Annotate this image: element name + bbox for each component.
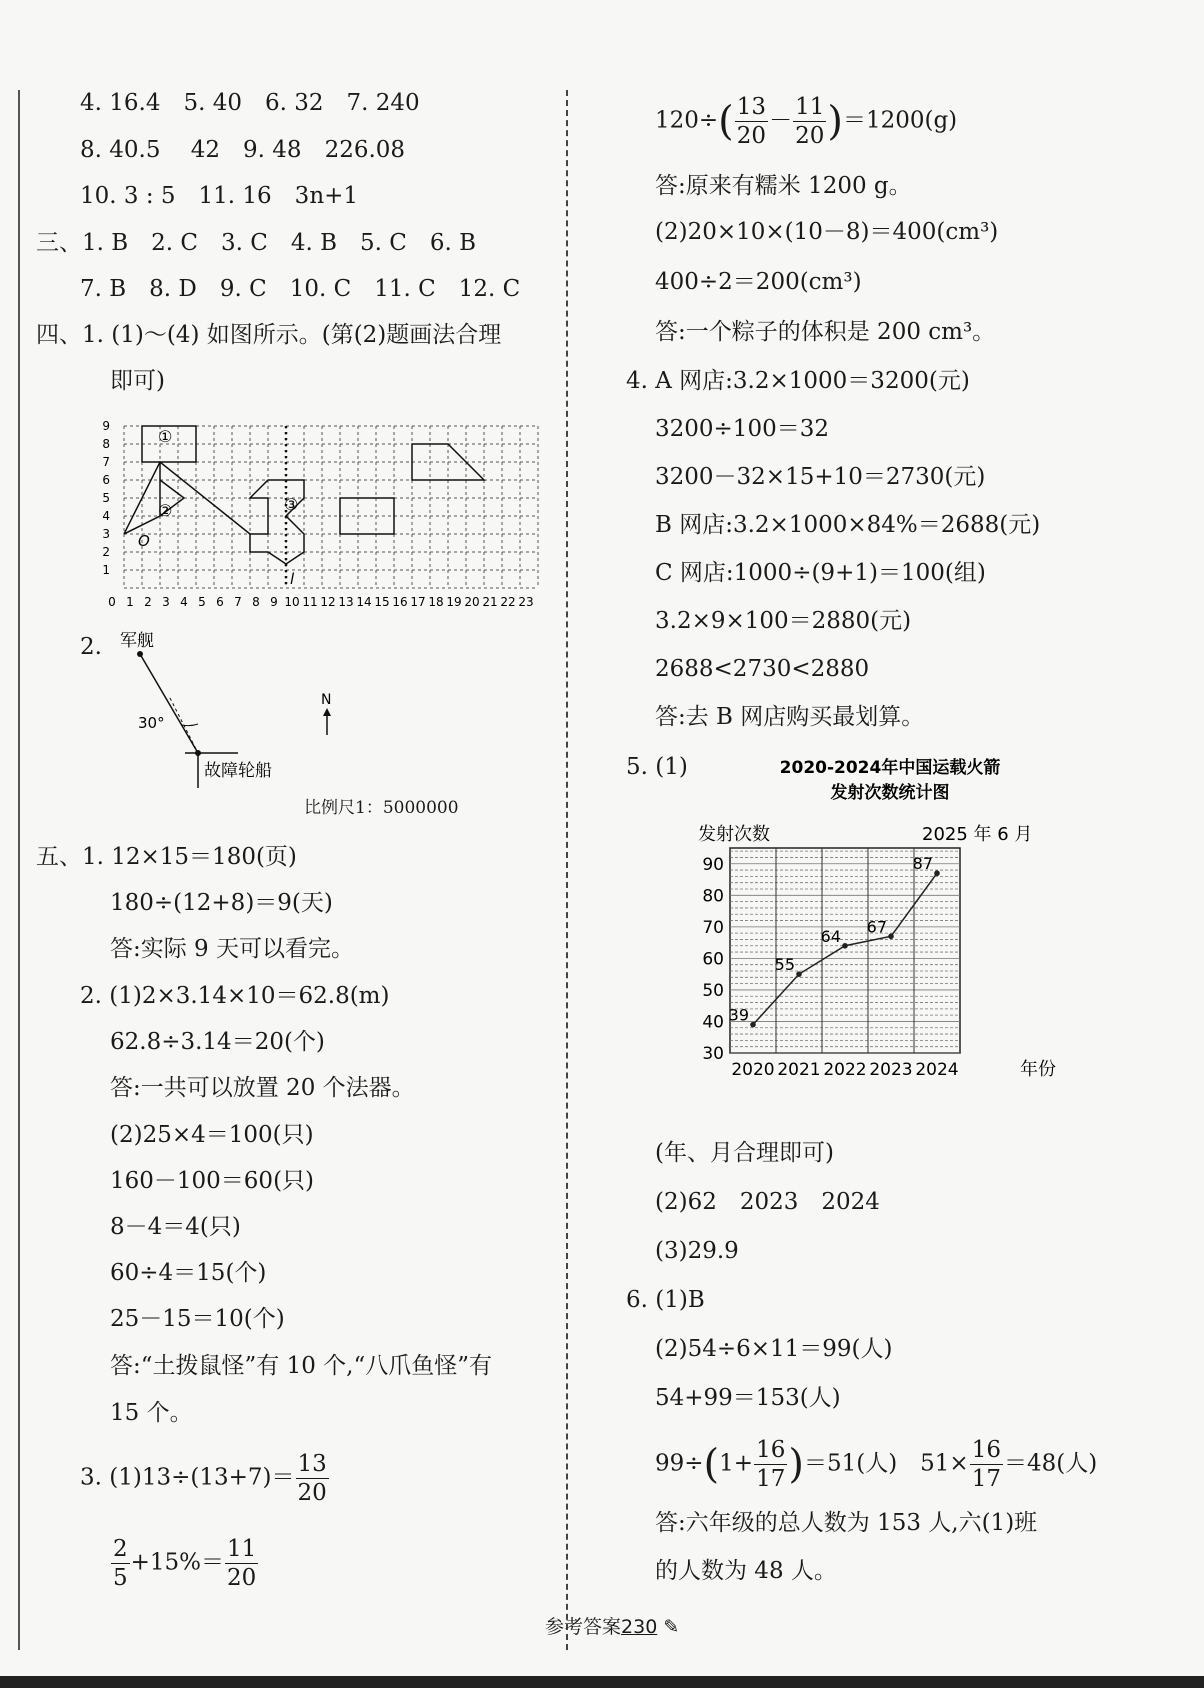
svg-text:3: 3 [102, 527, 110, 541]
svg-text:7: 7 [102, 455, 110, 469]
svg-text:9: 9 [102, 419, 110, 433]
svg-text:9: 9 [270, 595, 278, 609]
answer-line: 3200－32×15+10＝2730(元) [655, 464, 986, 490]
answer-line: 54+99＝153(人) [655, 1385, 841, 1411]
circle-two-label: ② [158, 501, 173, 520]
answer-line: 160－100＝60(只) [110, 1168, 315, 1194]
y-tick-label: 50 [702, 980, 724, 1001]
svg-text:15: 15 [374, 595, 390, 609]
answer-line: (2)54÷6×11＝99(人) [655, 1336, 893, 1362]
svg-text:13: 13 [338, 595, 354, 609]
svg-text:5: 5 [102, 491, 110, 505]
line-chart [690, 748, 1090, 1098]
chart-subtitle: 发射次数统计图 [830, 783, 950, 803]
data-label: 55 [774, 955, 795, 975]
answer-line: (2)62 2023 2024 [655, 1189, 880, 1215]
circle-three-label: ③ [284, 495, 299, 514]
scale-label: 比例尺1：5000000 [304, 798, 459, 818]
fraction-line: $\frac{2}{5}$ +15%＝ $\frac{11}{20}$ [113, 1536, 257, 1592]
fraction-line: 99÷(1+ $\frac{16}{17}$ )＝51(人) 51× $\frac{16}{17}$ ＝48(人) [655, 1437, 1098, 1493]
data-point [796, 971, 802, 977]
answer-line: (2)20×10×(10－8)＝400(cm³) [655, 219, 999, 245]
answer-line: 8. 40.5 42 9. 48 226.08 [80, 137, 406, 163]
svg-text:6: 6 [216, 595, 224, 609]
svg-text:10: 10 [284, 595, 300, 609]
data-point [750, 1022, 756, 1028]
answer-line: 的人数为 48 人。 [655, 1558, 837, 1584]
section-three-line: 三、1. B 2. C 3. C 4. B 5. C 6. B [36, 230, 477, 256]
answer-line: (3)29.9 [655, 1238, 739, 1264]
svg-text:5: 5 [198, 595, 206, 609]
answer-line: 2. (1)2×3.14×10＝62.8(m) [80, 983, 390, 1009]
data-point [842, 943, 848, 949]
answer-line: 400÷2＝200(cm³) [655, 269, 862, 295]
left-margin-rule [18, 90, 20, 1650]
svg-text:22: 22 [500, 595, 516, 609]
answer-line: 3200÷100＝32 [655, 416, 829, 442]
y-tick-label: 80 [702, 886, 724, 907]
svg-text:8: 8 [102, 437, 110, 451]
pencil-icon: ✎ [663, 1616, 680, 1638]
svg-text:4: 4 [102, 509, 110, 523]
data-label: 87 [912, 854, 933, 874]
svg-text:0: 0 [108, 595, 116, 609]
broken-boat-label: 故障轮船 [204, 761, 272, 781]
svg-text:18: 18 [428, 595, 444, 609]
answer-line: 3.2×9×100＝2880(元) [655, 608, 912, 634]
question-number: 2. [80, 634, 102, 660]
answer-line: C 网店:1000÷(9+1)＝100(组) [655, 560, 986, 586]
footer-label: 参考答案 [545, 1616, 622, 1638]
y-tick-label: 60 [702, 949, 724, 970]
answer-line: 8－4＝4(只) [110, 1214, 241, 1240]
answer-line: 答:“土拨鼠怪”有 10 个,“八爪鱼怪”有 [110, 1353, 492, 1379]
bearing-diagram [110, 628, 490, 818]
page-footer [545, 1612, 679, 1639]
section-five-line: 五、1. 12×15＝180(页) [36, 844, 297, 870]
x-tick-label: 2021 [777, 1060, 821, 1080]
answer-line: B 网店:3.2×1000×84%＝2688(元) [655, 512, 1041, 538]
svg-text:23: 23 [518, 595, 534, 609]
data-label: 64 [820, 926, 841, 946]
coordinate-grid-figure [100, 418, 560, 618]
fraction: $\frac{13}{20}$ [736, 94, 767, 150]
answer-line: 7. B 8. D 9. C 10. C 11. C 12. C [80, 276, 521, 302]
x-tick-label: 2023 [869, 1060, 913, 1080]
question-four-line: 4. A 网店:3.2×1000＝3200(元) [626, 368, 970, 394]
plot-frame [730, 848, 960, 1053]
answer-line: 答:原来有糯米 1200 g。 [655, 173, 912, 199]
bottom-edge-bar [0, 1676, 1204, 1688]
fraction: $\frac{16}{17}$ [756, 1437, 786, 1493]
y-tick-label: 90 [702, 854, 724, 875]
answer-line: 答:一共可以放置 20 个法器。 [110, 1075, 415, 1101]
column-divider [566, 90, 568, 1650]
x-tick-label: 2024 [915, 1060, 959, 1080]
fraction-line: 3. (1)13÷(13+7)＝ $\frac{13}{20}$ [80, 1451, 327, 1507]
data-label: 67 [866, 917, 887, 937]
answer-line: 4. 16.4 5. 40 6. 32 7. 240 [80, 90, 420, 116]
y-tick-label: 70 [702, 917, 724, 938]
north-label: N [321, 692, 332, 708]
answer-line: 60÷4＝15(个) [110, 1260, 267, 1286]
svg-text:3: 3 [162, 595, 170, 609]
answer-line: 答:去 B 网店购买最划算。 [655, 704, 925, 730]
answer-line: 答:六年级的总人数为 153 人,六(1)班 [655, 1510, 1038, 1536]
fraction: $\frac{16}{17}$ [971, 1437, 1001, 1493]
section-four-line: 四、1. (1)～(4) 如图所示。(第(2)题画法合理 [36, 322, 502, 348]
origin-label: O [138, 532, 150, 550]
warship-label: 军舰 [120, 631, 154, 651]
answer-line: 25－15＝10(个) [110, 1306, 285, 1332]
data-point [888, 934, 894, 940]
data-label: 39 [728, 1005, 749, 1025]
svg-text:21: 21 [482, 595, 498, 609]
svg-text:1: 1 [126, 595, 134, 609]
chart-title: 2020-2024年中国运载火箭 [779, 758, 1001, 778]
axis-l-label: l [290, 570, 295, 588]
x-axis-label: 年份 [1020, 1059, 1056, 1080]
answer-line: 2688<2730<2880 [655, 656, 870, 682]
chart-date: 2025 年 6 月 [922, 824, 1033, 845]
fraction: $\frac{11}{20}$ [227, 1536, 257, 1592]
fraction: $\frac{13}{20}$ [297, 1451, 327, 1507]
answer-line: 10. 3 : 5 11. 16 3n+1 [80, 183, 359, 209]
y-tick-label: 40 [702, 1012, 724, 1033]
svg-text:2: 2 [102, 545, 110, 559]
svg-text:20: 20 [464, 595, 480, 609]
svg-text:17: 17 [410, 595, 426, 609]
svg-text:2: 2 [144, 595, 152, 609]
svg-text:14: 14 [356, 595, 372, 609]
answer-line: (2)25×4＝100(只) [110, 1122, 314, 1148]
answer-line: 答:实际 9 天可以看完。 [110, 936, 355, 962]
svg-text:6: 6 [102, 473, 110, 487]
answer-line: (年、月合理即可) [655, 1140, 834, 1166]
angle-label: 30° [138, 714, 165, 732]
svg-text:8: 8 [252, 595, 260, 609]
svg-text:16: 16 [392, 595, 408, 609]
fraction: $\frac{11}{20}$ [795, 94, 825, 150]
x-tick-label: 2022 [823, 1060, 867, 1080]
question-six-line: 6. (1)B [626, 1287, 705, 1313]
answer-line: 答:一个粽子的体积是 200 cm³。 [655, 319, 996, 345]
svg-text:19: 19 [446, 595, 462, 609]
fraction-line: 120÷( $\frac{13}{20}$ － $\frac{11}{20}$ )＝1200(g) [655, 94, 958, 150]
answer-line: 即可) [110, 368, 165, 394]
data-point [934, 870, 940, 876]
circle-one-label: ① [158, 427, 173, 446]
svg-text:7: 7 [234, 595, 242, 609]
answer-line: 15 个。 [110, 1400, 193, 1426]
svg-text:4: 4 [180, 595, 188, 609]
svg-text:1: 1 [102, 563, 110, 577]
svg-text:12: 12 [320, 595, 336, 609]
series-line [753, 873, 937, 1024]
y-axis-label: 发射次数 [698, 824, 770, 845]
question-five-line: 5. (1) [626, 754, 688, 780]
x-tick-label: 2020 [731, 1060, 775, 1080]
answer-line: 62.8÷3.14＝20(个) [110, 1029, 325, 1055]
page-number: 230 [621, 1616, 658, 1638]
answer-line: 180÷(12+8)＝9(天) [110, 890, 333, 916]
svg-text:11: 11 [302, 595, 318, 609]
y-tick-label: 30 [702, 1044, 724, 1064]
fraction: $\frac{2}{5}$ [113, 1536, 128, 1592]
